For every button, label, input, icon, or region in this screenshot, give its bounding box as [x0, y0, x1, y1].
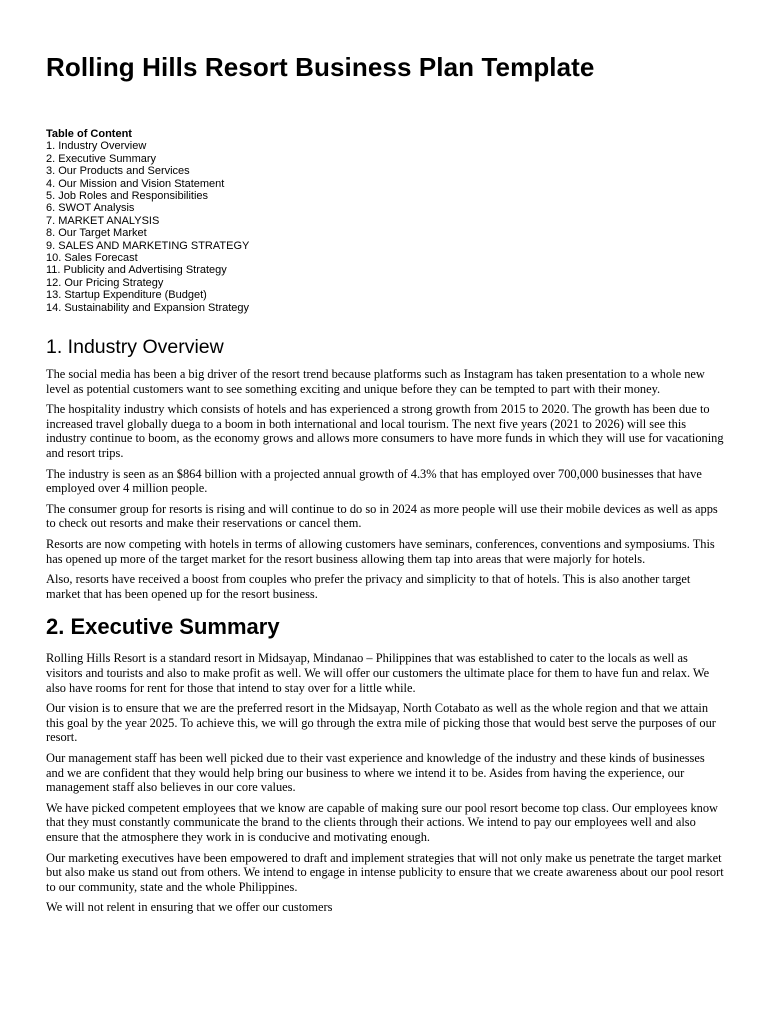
toc-item: 13. Startup Expenditure (Budget): [46, 289, 207, 302]
section-heading: 2. Executive Summary: [46, 614, 280, 640]
toc-item: 9. SALES AND MARKETING STRATEGY: [46, 239, 250, 252]
section-executive-summary: [46, 613, 724, 915]
paragraph: The social media has been a big driver of the resort trend because platforms such as Instagram has taken presentation to a whole new level as potential customers want to see something exciting and unique before they can be tempted to part with their money.: [46, 367, 705, 396]
table-of-contents: [46, 128, 724, 314]
toc-heading: Table of Content: [46, 128, 132, 140]
paragraph: The consumer group for resorts is rising and will continue to do so in 2024 as more people will use their mobile devices as well as apps to check out resorts and make their reservations or cancel them.: [46, 501, 718, 531]
toc-item: 1. Industry Overview: [46, 140, 147, 153]
section-heading: 1. Industry Overview: [46, 336, 224, 359]
toc-item: 5. Job Roles and Responsibilities: [46, 190, 209, 203]
paragraph: We will not relent in ensuring that we offer our customers: [46, 900, 333, 915]
toc-item: 6. SWOT Analysis: [46, 202, 135, 215]
toc-item: 7. MARKET ANALYSIS: [46, 214, 160, 227]
section-industry-overview: [46, 335, 724, 601]
paragraph: Also, resorts have received a boost from couples who prefer the privacy and simplicity to that of hotels. This is also another target market that has been opened up for the resort business.: [46, 572, 691, 601]
toc-list: [46, 140, 724, 314]
toc-item: 11. Publicity and Advertising Strategy: [46, 264, 227, 277]
paragraph: The hospitality industry which consists of hotels and has experienced a strong growth from 2015 to 2020. The growth has been due to increased travel globally duega to a boom in both international and local tourism. The next five years (2021 to 2026) will see this industry continue to boom, as the economy grows and allows more consumers to have more funds in which they will use for vacationing and resort trips.: [46, 402, 724, 461]
paragraph: Our management staff has been well picked due to their vast experience and knowledge of the industry and these kinds of businesses and we are confident that they would help bring our business to where we intend it to be. Asides from having the experience, our management staff also believes in our core values.: [46, 750, 705, 795]
paragraph: Our marketing executives have been empowered to draft and implement strategies that will not only make us penetrate the target market but also make us stand out from others. We intend to engage in intense publicity to ensure that we create awareness about our pool resort to our community, state and the whole Philippines.: [46, 850, 724, 894]
paragraph: Resorts are now competing with hotels in terms of allowing customers have seminars, conferences, conventions and symposiums. This has opened up more of the target market for the resort business allowing them tap into areas that were majorly for hotels.: [46, 537, 715, 566]
toc-item: 4. Our Mission and Vision Statement: [46, 177, 225, 190]
paragraph: The industry is seen as an $864 billion with a projected annual growth of 4.3% that has employed over 700,000 businesses that have employed over 4 million people.: [46, 466, 702, 496]
document-title: Rolling Hills Resort Business Plan Template: [46, 52, 595, 82]
paragraph: We have picked competent employees that we know are capable of making sure our pool resort become top class. Our employees know that they must constantly communicate the brand to the clients through their actions. We intend to pay our employees well and also ensure that the atmosphere they work in is conducive and motivating enough.: [46, 800, 719, 844]
toc-item: 2. Executive Summary: [46, 152, 157, 165]
toc-item: 3. Our Products and Services: [46, 165, 190, 178]
paragraph: Our vision is to ensure that we are the preferred resort in the Midsayap, North Cotabato as well as the whole region and that we attain this goal by the year 2025. To achieve this, we will go through the extra mile of picking those that would best serve the purposes of our resort.: [46, 701, 716, 745]
toc-item: 8. Our Target Market: [46, 227, 147, 240]
toc-item: 14. Sustainability and Expansion Strategy: [46, 301, 250, 314]
paragraph: Rolling Hills Resort is a standard resort in Midsayap, Mindanao – Philippines that was established to cater to the locals as well as visitors and tourists and also to make profit as well. We will offer our customers the ultimate place for them to have fun and relax. We also have rooms for rent for those that intend to stay over for a little while.: [46, 651, 710, 695]
toc-item: 12. Our Pricing Strategy: [46, 276, 164, 289]
toc-item: 10. Sales Forecast: [46, 252, 138, 265]
